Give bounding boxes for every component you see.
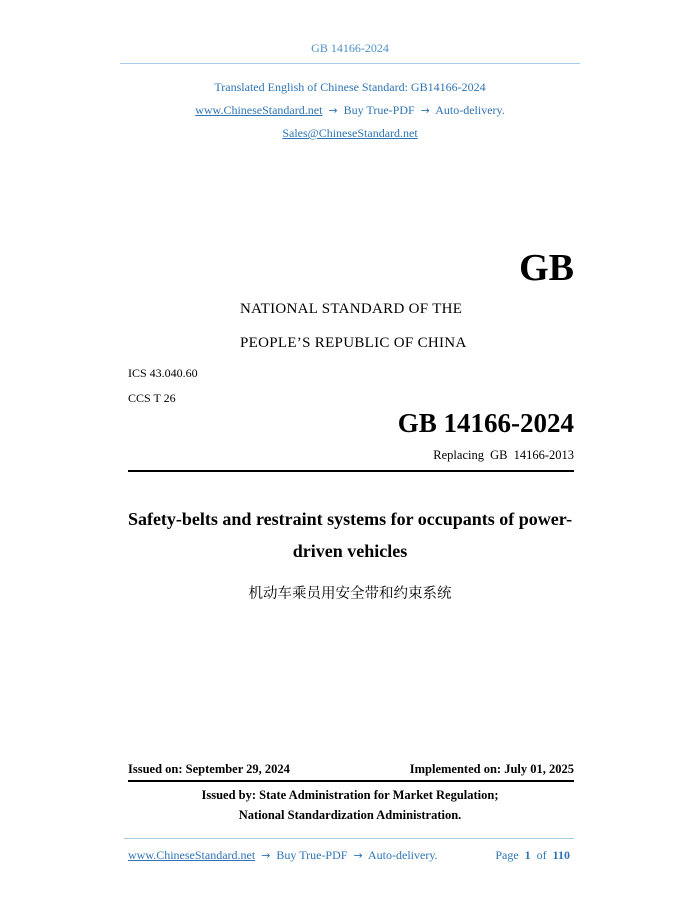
- footer-divider: [124, 838, 574, 839]
- title-rule-top: [128, 470, 574, 472]
- national-standard-line2: PEOPLE’S REPUBLIC OF CHINA: [240, 335, 467, 351]
- replacing-note: Replacing GB 14166-2013: [433, 448, 574, 462]
- translation-notice: Translated English of Chinese Standard: GB14166-2024: [214, 80, 486, 94]
- buy-true-pdf-link[interactable]: Buy True-PDF: [343, 103, 415, 117]
- email-link[interactable]: Sales@ChineseStandard.net: [282, 126, 418, 140]
- arrow-right-icon: →: [420, 104, 430, 117]
- arrow-right-icon: →: [328, 104, 338, 117]
- issued-by-line2: National Standardization Administration.: [238, 808, 462, 822]
- page-label: Page: [495, 848, 519, 862]
- issued-by-line1: Issued by: State Administration for Market Regulation;: [201, 788, 499, 802]
- page-number: 1: [524, 848, 531, 862]
- issued-on-date: Issued on: September 29, 2024: [128, 762, 290, 776]
- title-english-line2: driven vehicles: [292, 541, 408, 561]
- title-rule-bottom: [128, 780, 574, 782]
- site-link[interactable]: www.ChineseStandard.net: [195, 103, 323, 117]
- page-indicator: [495, 848, 570, 863]
- email-line: [0, 126, 700, 141]
- running-header: GB 14166-2024: [311, 41, 389, 55]
- footer-auto-delivery-text: Auto-delivery.: [368, 848, 438, 862]
- promo-line: [0, 103, 700, 118]
- page-total: 110: [552, 848, 570, 862]
- title-english-line1: Safety-belts and restraint systems for occupants of power-: [127, 509, 573, 529]
- ccs-code: CCS T 26: [128, 391, 176, 405]
- auto-delivery-text: Auto-delivery.: [435, 103, 505, 117]
- footer-site-link[interactable]: www.ChineseStandard.net: [128, 848, 256, 862]
- footer-promo: [128, 848, 438, 863]
- national-standard-line1: NATIONAL STANDARD OF THE: [240, 301, 463, 317]
- ics-code: ICS 43.040.60: [128, 366, 198, 380]
- header-divider: [120, 63, 580, 64]
- standard-number: GB 14166-2024: [397, 408, 574, 438]
- gb-logo: GB: [519, 247, 574, 289]
- implemented-on-date: Implemented on: July 01, 2025: [409, 762, 574, 776]
- title-chinese: 机动车乘员用安全带和约束系统: [248, 586, 452, 602]
- arrow-right-icon: →: [261, 849, 271, 862]
- footer-buy-true-pdf-link[interactable]: Buy True-PDF: [276, 848, 348, 862]
- arrow-right-icon: →: [353, 849, 363, 862]
- of-label: of: [536, 848, 547, 862]
